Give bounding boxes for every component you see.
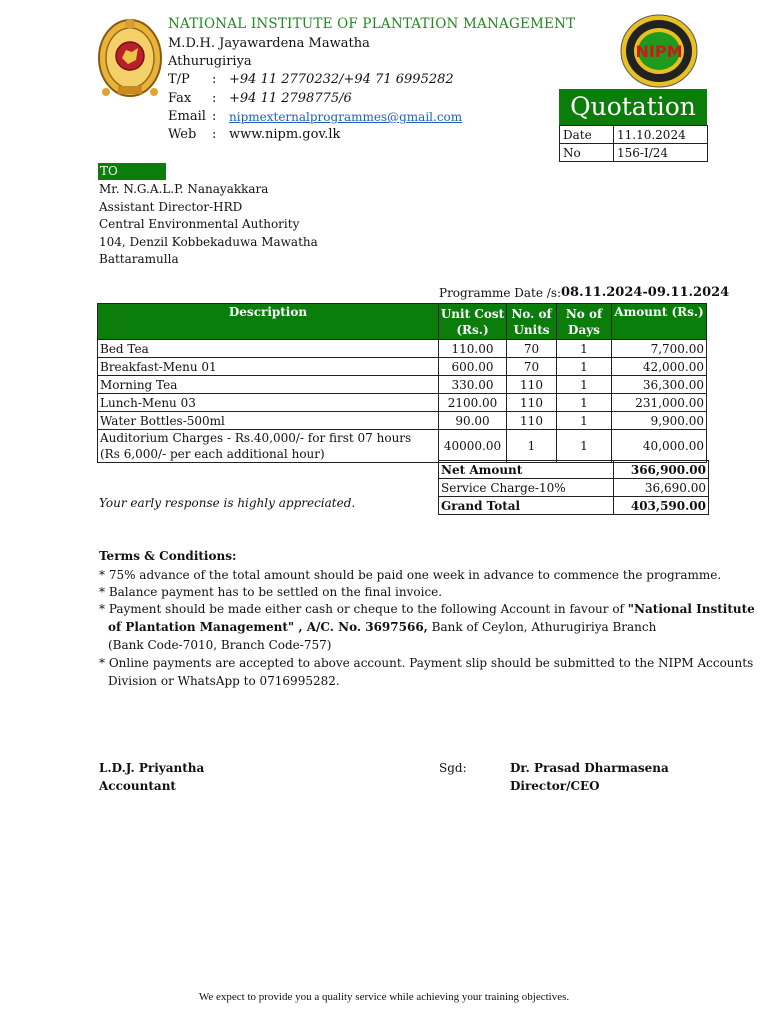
row-units: 110 bbox=[507, 394, 557, 412]
service-charge-label: Service Charge-10% bbox=[439, 479, 614, 497]
web-colon: : bbox=[212, 127, 217, 142]
row-days: 1 bbox=[557, 340, 612, 358]
term-4-continued: Division or WhatsApp to 0716995282. bbox=[108, 674, 340, 688]
row-amount: 9,900.00 bbox=[612, 412, 707, 430]
term-2: * Balance payment has to be settled on the final invoice. bbox=[99, 585, 443, 599]
row-description: Breakfast-Menu 01 bbox=[98, 358, 439, 376]
row-description: Water Bottles-500ml bbox=[98, 412, 439, 430]
to-label: TO bbox=[98, 163, 166, 180]
header-units: No. of bbox=[511, 306, 552, 321]
web-label: Web bbox=[168, 127, 197, 142]
fax-value: +94 11 2798775/6 bbox=[229, 91, 352, 106]
row-units: 110 bbox=[507, 412, 557, 430]
row-days: 1 bbox=[557, 394, 612, 412]
row-unit-cost: 330.00 bbox=[439, 376, 507, 394]
row-units: 110 bbox=[507, 376, 557, 394]
row-description-extra: (Rs 6,000/- per each additional hour) bbox=[100, 447, 325, 461]
table-row bbox=[98, 376, 707, 394]
tp-label: T/P bbox=[168, 72, 190, 87]
row-days: 1 bbox=[557, 376, 612, 394]
recipient-line: Assistant Director-HRD bbox=[99, 200, 243, 214]
term-3-text: * Payment should be made either cash or cheque to the following Account in favour of bbox=[99, 602, 628, 616]
header-unit-cost-unit: (Rs.) bbox=[456, 322, 489, 337]
programme-date-label: Programme Date /s: bbox=[439, 286, 562, 300]
org-name: NATIONAL INSTITUTE OF PLANTATION MANAGEMENT bbox=[168, 16, 576, 32]
header-description: Description bbox=[98, 304, 439, 340]
row-description: Lunch-Menu 03 bbox=[98, 394, 439, 412]
recipient-line: Battaramulla bbox=[99, 252, 179, 266]
row-unit-cost: 40000.00 bbox=[439, 430, 507, 463]
term-3-bank: Bank of Ceylon, Athurugiriya Branch bbox=[427, 620, 657, 634]
recipient-line: Mr. N.G.A.L.P. Nanayakkara bbox=[99, 182, 269, 196]
header-units-2: Units bbox=[513, 322, 550, 337]
table-row bbox=[98, 358, 707, 376]
recipient-line: 104, Denzil Kobbekaduwa Mawatha bbox=[99, 235, 318, 249]
row-description: Auditorium Charges - Rs.40,000/- for first 07 hours bbox=[100, 431, 412, 445]
row-days: 1 bbox=[557, 358, 612, 376]
accountant-name: L.D.J. Priyantha bbox=[99, 761, 205, 775]
footer-note: We expect to provide you a quality service while achieving your training objectives. bbox=[198, 991, 570, 1003]
tp-value: +94 11 2770232/+94 71 6995282 bbox=[229, 72, 454, 87]
director-title: Director/CEO bbox=[510, 779, 600, 793]
programme-date-value: 08.11.2024-09.11.2024 bbox=[561, 285, 730, 300]
date-value: 11.10.2024 bbox=[614, 126, 708, 144]
fax-colon: : bbox=[212, 91, 217, 106]
net-amount-label: Net Amount bbox=[439, 461, 614, 479]
email-link[interactable]: nipmexternalprogrammes@gmail.com bbox=[229, 110, 463, 124]
email-colon: : bbox=[212, 109, 217, 124]
table-row bbox=[98, 430, 707, 463]
nipm-logo bbox=[620, 14, 698, 88]
quotation-meta-table bbox=[559, 125, 708, 162]
row-units: 70 bbox=[507, 340, 557, 358]
term-3-account-name: "National Institute bbox=[627, 602, 755, 616]
term-1: * 75% advance of the total amount should be paid one week in advance to commence the programme. bbox=[99, 568, 722, 582]
row-unit-cost: 90.00 bbox=[439, 412, 507, 430]
row-unit-cost: 2100.00 bbox=[439, 394, 507, 412]
tp-colon: : bbox=[212, 72, 217, 87]
row-units: 1 bbox=[507, 430, 557, 463]
items-table bbox=[97, 303, 707, 463]
row-days: 1 bbox=[557, 412, 612, 430]
row-description: Morning Tea bbox=[98, 376, 439, 394]
table-row bbox=[98, 412, 707, 430]
row-units: 70 bbox=[507, 358, 557, 376]
accountant-title: Accountant bbox=[99, 779, 176, 793]
date-label: Date bbox=[560, 126, 614, 144]
grand-total-value: 403,590.00 bbox=[614, 497, 709, 515]
recipient-line: Central Environmental Authority bbox=[99, 217, 300, 231]
no-label: No bbox=[560, 144, 614, 162]
address-line-2: Athurugiriya bbox=[168, 54, 252, 69]
national-emblem-icon bbox=[96, 14, 164, 104]
address-line-1: M.D.H. Jayawardena Mawatha bbox=[168, 36, 370, 51]
header-unit-cost: Unit Cost bbox=[440, 306, 505, 321]
header-days: No of bbox=[565, 306, 603, 321]
table-header-row bbox=[98, 304, 707, 340]
email-label: Email bbox=[168, 109, 206, 124]
term-4: * Online payments are accepted to above account. Payment slip should be submitted to the NIPM Accounts bbox=[99, 656, 754, 670]
table-row bbox=[98, 394, 707, 412]
header-amount: Amount (Rs.) bbox=[612, 304, 707, 340]
row-amount: 231,000.00 bbox=[612, 394, 707, 412]
totals-table bbox=[438, 460, 709, 515]
row-description: Bed Tea bbox=[98, 340, 439, 358]
no-value: 156-I/24 bbox=[614, 144, 708, 162]
logo-text: NIPM bbox=[635, 42, 683, 61]
net-amount-value: 366,900.00 bbox=[614, 461, 709, 479]
quotation-title: Quotation bbox=[559, 89, 707, 125]
row-amount: 36,300.00 bbox=[612, 376, 707, 394]
table-row bbox=[98, 340, 707, 358]
term-3-bank-code: (Bank Code-7010, Branch Code-757) bbox=[108, 638, 332, 652]
header-days-2: Days bbox=[568, 322, 600, 337]
row-unit-cost: 600.00 bbox=[439, 358, 507, 376]
terms-title: Terms & Conditions: bbox=[99, 549, 237, 563]
grand-total-label: Grand Total bbox=[439, 497, 614, 515]
row-amount: 7,700.00 bbox=[612, 340, 707, 358]
term-3-account-number: of Plantation Management" , A/C. No. 3697566, bbox=[108, 620, 428, 634]
term-3 bbox=[99, 602, 755, 616]
row-amount: 40,000.00 bbox=[612, 430, 707, 463]
row-days: 1 bbox=[557, 430, 612, 463]
web-value: www.nipm.gov.lk bbox=[229, 127, 341, 142]
early-response-note: Your early response is highly appreciated. bbox=[99, 496, 356, 510]
sgd-label: Sgd: bbox=[439, 761, 467, 775]
fax-label: Fax bbox=[168, 91, 192, 106]
director-name: Dr. Prasad Dharmasena bbox=[510, 761, 669, 775]
row-amount: 42,000.00 bbox=[612, 358, 707, 376]
service-charge-value: 36,690.00 bbox=[614, 479, 709, 497]
row-unit-cost: 110.00 bbox=[439, 340, 507, 358]
